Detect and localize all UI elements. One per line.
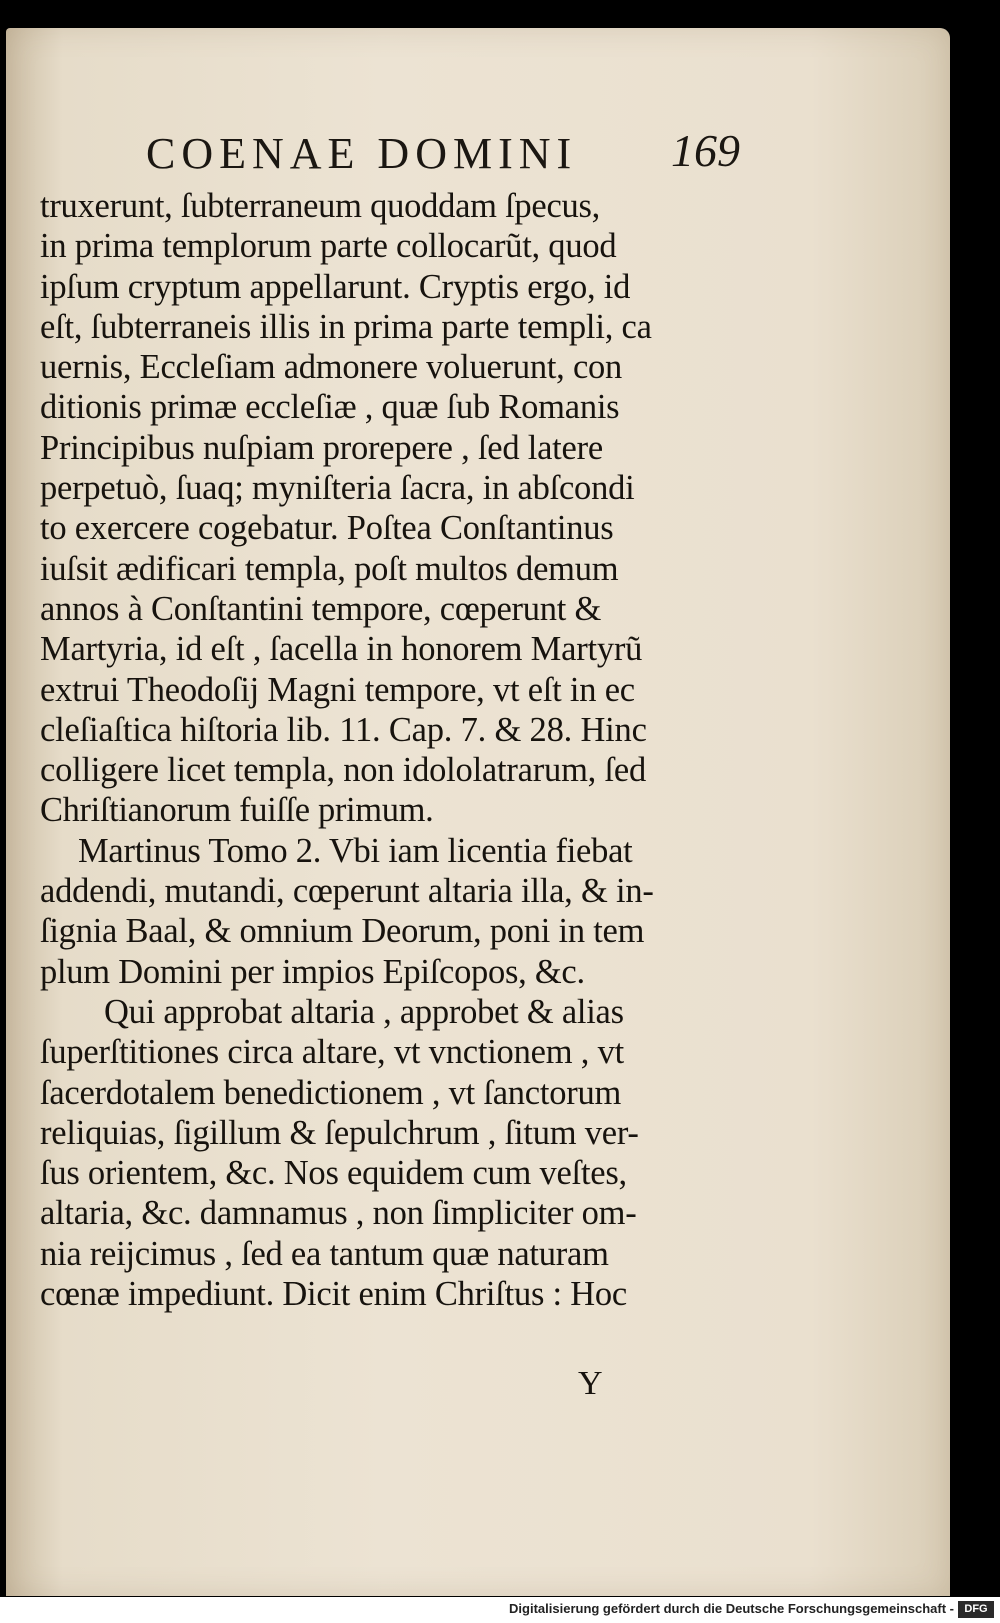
catchword: Y	[578, 1365, 603, 1402]
text-line: Principibus nuſpiam prorepere , ſed latere	[40, 428, 603, 467]
text-line: nia reijcimus , ſed ea tantum quæ naturam	[40, 1234, 609, 1273]
page-number: 169	[671, 125, 740, 176]
text-line: colligere licet templa, non idololatrarum, ſed	[40, 751, 646, 790]
running-head: COENAE DOMINI	[146, 129, 578, 178]
text-line: Martinus Tomo 2. Vbi iam licentia fiebat	[78, 831, 633, 870]
text-line: in prima templorum parte collocarũt, quod	[40, 227, 617, 266]
text-line: reliquias, ſigillum & ſepulchrum , ſitum ver-	[40, 1113, 639, 1152]
text-line: annos à Conſtantini tempore, cœperunt &	[40, 589, 602, 628]
text-line: Qui approbat altaria , approbet & alias	[104, 992, 624, 1031]
text-line: cleſiaſtica hiſtoria lib. 11. Cap. 7. & 28. Hinc	[40, 710, 647, 749]
text-line: Martyria, id eſt , ſacella in honorem Martyrũ	[40, 630, 643, 669]
text-line: extrui Theodoſij Magni tempore, vt eſt in ec	[40, 670, 635, 709]
body-text	[40, 186, 730, 1314]
text-line: iuſsit ædificari templa, poſt multos demum	[40, 549, 619, 588]
text-line: ſus orientem, &c. Nos equidem cum veſtes,	[40, 1154, 627, 1193]
text-line: truxerunt, ſubterraneum quoddam ſpecus,	[40, 187, 601, 225]
text-line: ſuperſtitiones circa altare, vt vnctionem , vt	[40, 1033, 624, 1072]
text-line: cœnæ impediunt. Dicit enim Chriſtus : Hoc	[40, 1275, 627, 1314]
page-header	[46, 125, 746, 188]
text-line: eſt, ſubterraneis illis in prima parte templi, ca	[40, 307, 652, 346]
text-line: uernis, Eccleſiam admonere voluerunt, con	[40, 348, 623, 387]
text-line: ditionis primæ eccleſiæ , quæ ſub Romanis	[40, 388, 620, 427]
digitization-credit: Digitalisierung gefördert durch die Deutsche Forschungsgemeinschaft -	[509, 1601, 954, 1616]
text-line: ſignia Baal, & omnium Deorum, poni in tem	[40, 912, 645, 951]
dfg-logo: DFG	[958, 1601, 994, 1618]
text-line: ſacerdotalem benedictionem , vt ſanctorum	[40, 1073, 622, 1112]
text-line: altaria, &c. damnamus , non ſimpliciter om-	[40, 1194, 637, 1233]
text-line: perpetuò, ſuaq; myniſteria ſacra, in abſcondi	[40, 469, 635, 508]
book-page	[6, 28, 950, 1596]
text-line: ipſum cryptum appellarunt. Cryptis ergo, id	[40, 267, 631, 306]
text-line: plum Domini per impios Epiſcopos, &c.	[40, 952, 585, 991]
footer-strip	[0, 1597, 1000, 1623]
text-line: Chriſtianorum fuiſſe primum.	[40, 791, 434, 830]
text-line: addendi, mutandi, cœperunt altaria illa, & in-	[40, 872, 654, 911]
text-line: to exercere cogebatur. Poſtea Conſtantinus	[40, 509, 614, 548]
